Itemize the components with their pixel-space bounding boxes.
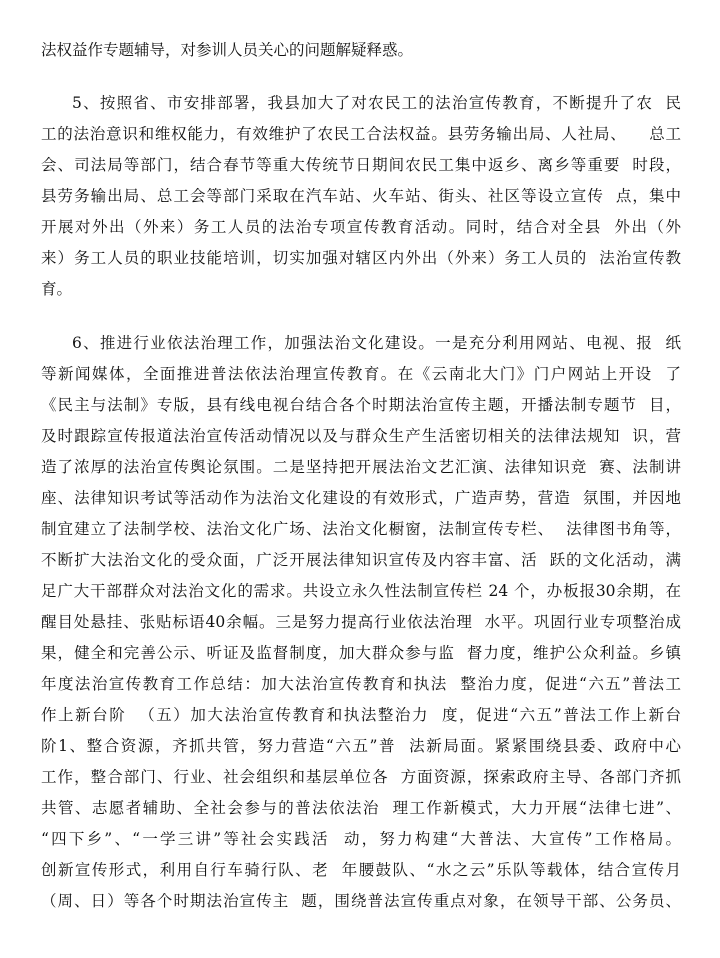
text-line: 开展对外出（外来）务工人员的法治专项宣传教育活动。同时，结合对全县 外出（外: [41, 218, 681, 236]
text-line: 共管、志愿者辅助、全社会参与的普法依法治 理工作新模式，大力开展“法律七进”、: [41, 799, 681, 817]
text-line: “四下乡”、“一学三讲”等社会实践活 动，努力构建“大普法、大宣传”工作格局。: [41, 830, 681, 848]
text-line: 工的法治意识和维权能力，有效维护了农民工合法权益。县劳务输出局、人社局、 总工: [41, 125, 681, 143]
text-line: 座、法律知识考试等活动作为法治文化建设的有效形式，广造声势，营造 氛围，并因地: [41, 489, 681, 507]
text-line: 果，健全和完善公示、听证及监督制度，加大群众参与监 督力度，维护公众利益。乡镇: [41, 644, 681, 662]
text-line: 会、司法局等部门，结合春节等重大传统节日期间农民工集中返乡、离乡等重要 时段，: [41, 156, 681, 174]
text-line: 等新闻媒体，全面推进普法依法治理宣传教育。在《云南北大门》门户网站上开设 了: [41, 365, 681, 383]
text-line: 不断扩大法治文化的受众面，广泛开展法律知识宣传及内容丰富、活 跃的文化活动，满: [41, 551, 681, 569]
text-line: 工作，整合部门、行业、社会组织和基层单位各 方面资源，探索政府主导、各部门齐抓: [41, 768, 681, 786]
text-line: （周、日）等各个时期法治宣传主 题，围绕普法宣传重点对象，在领导干部、公务员、: [41, 892, 681, 910]
text-line: 足广大干部群众对法治文化的需求。共设立永久性法制宣传栏 24 个，办板报30余期，在: [41, 582, 681, 600]
text-line: 造了浓厚的法治宣传舆论氛围。二是坚持把开展法治文艺汇演、法律知识竞 赛、法制讲: [41, 458, 681, 476]
text-line: 5、按照省、市安排部署，我县加大了对农民工的法治宣传教育，不断提升了农 民: [72, 94, 681, 112]
text-line: 法权益作专题辅导，对参训人员关心的问题解疑释惑。: [41, 41, 414, 59]
text-line: 《民主与法制》专版，县有线电视台结合各个时期法治宣传主题，开播法制专题节 目，: [41, 396, 681, 414]
text-line: 6、推进行业依法治理工作，加强法治文化建设。一是充分利用网站、电视、报 纸: [72, 334, 681, 352]
text-line: 作上新台阶 （五）加大法治宣传教育和执法整治力 度，促进“六五”普法工作上新台: [41, 706, 681, 724]
text-line: 制宜建立了法制学校、法治文化广场、法治文化橱窗，法制宣传专栏、 法律图书角等，: [41, 520, 681, 538]
text-line: 阶1、整合资源，齐抓共管，努力营造“六五”普 法新局面。紧紧围绕县委、政府中心: [41, 737, 681, 755]
text-line: 县劳务输出局、总工会等部门采取在汽车站、火车站、街头、社区等设立宣传 点，集中: [41, 187, 681, 205]
text-line: 创新宣传形式，利用自行车骑行队、老 年腰鼓队、“水之云”乐队等载体，结合宣传月: [41, 861, 681, 879]
text-line: 醒目处悬挂、张贴标语40余幅。三是努力提高行业依法治理 水平。巩固行业专项整治成: [41, 613, 681, 631]
text-line: 来）务工人员的职业技能培训，切实加强对辖区内外出（外来）务工人员的 法治宣传教: [41, 249, 681, 267]
text-line: 育。: [41, 280, 73, 298]
text-line: 年度法治宣传教育工作总结：加大法治宣传教育和执法 整治力度，促进“六五”普法工: [41, 675, 681, 693]
text-line: 及时跟踪宣传报道法治宣传活动情况以及与群众生产生活密切相关的法律法规知 识，营: [41, 427, 681, 445]
